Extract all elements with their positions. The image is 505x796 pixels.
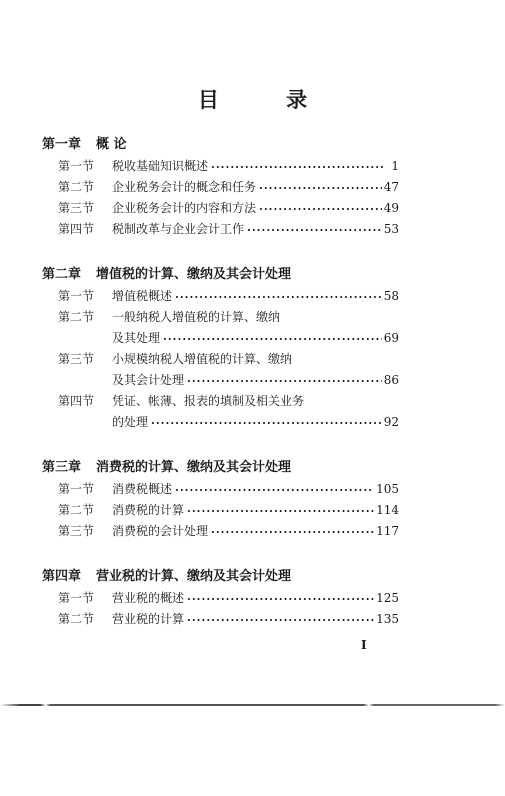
section-page: 86 xyxy=(383,373,399,387)
section-title: 凭证、帐薄、报表的填制及相关业务 xyxy=(112,394,305,408)
section-number: 第四节 xyxy=(58,394,95,408)
section-line-with-page xyxy=(112,219,399,240)
toc-entry xyxy=(0,588,505,609)
chapter-title: 概 论 xyxy=(96,137,127,152)
toc-entry xyxy=(0,349,505,391)
toc-entry xyxy=(0,307,505,349)
section-title: 消费税的会计处理 xyxy=(112,524,209,538)
toc-entry-line xyxy=(0,521,505,542)
section-page: 105 xyxy=(376,482,399,496)
chapter-heading xyxy=(0,134,505,156)
table-of-contents xyxy=(0,134,505,654)
page-number: I xyxy=(361,638,367,652)
toc-entry-line xyxy=(0,177,505,198)
dot-leader xyxy=(259,198,382,219)
toc-entry-line xyxy=(0,286,505,307)
section-line-with-page xyxy=(112,412,399,433)
section-title: 增值税概述 xyxy=(112,289,173,303)
toc-entry xyxy=(0,219,505,240)
dot-leader xyxy=(187,588,374,609)
section-title: 营业税的概述 xyxy=(112,591,185,605)
dot-leader xyxy=(247,219,382,240)
chapter-number: 第一章 xyxy=(42,137,82,152)
section-title: 的处理 xyxy=(112,415,149,429)
chapter-title: 消费税的计算、缴纳及其会计处理 xyxy=(96,460,292,475)
chapter-number: 第四章 xyxy=(42,569,82,584)
section-page: 58 xyxy=(383,289,399,303)
section-title: 及其会计处理 xyxy=(112,373,185,387)
dot-leader xyxy=(187,370,382,391)
toc-entry xyxy=(0,198,505,219)
section-title: 一般纳税人增值税的计算、缴纳 xyxy=(112,310,281,324)
toc-entry-line xyxy=(0,609,505,630)
dot-leader xyxy=(175,286,382,307)
dot-leader xyxy=(211,521,374,542)
section-line-with-page xyxy=(112,286,399,307)
section-line-with-page xyxy=(112,500,399,521)
section-line-with-page xyxy=(112,370,399,391)
section-line-with-page xyxy=(112,198,399,219)
chapter-title: 营业税的计算、缴纳及其会计处理 xyxy=(96,569,292,584)
toc-entry xyxy=(0,500,505,521)
bottom-rule xyxy=(0,704,505,706)
section-number: 第二节 xyxy=(58,612,95,626)
section-title: 企业税务会计的内容和方法 xyxy=(112,201,257,215)
section-number: 第三节 xyxy=(58,524,95,538)
section-page: 1 xyxy=(391,159,399,173)
toc-entry-line xyxy=(0,349,505,370)
section-number: 第二节 xyxy=(58,503,95,517)
section-page: 114 xyxy=(376,503,399,517)
section-number: 第四节 xyxy=(58,222,95,236)
toc-entry xyxy=(0,521,505,542)
section-line-with-page xyxy=(112,328,399,349)
section-line-with-page xyxy=(112,588,399,609)
dot-leader xyxy=(163,328,382,349)
chapter-heading xyxy=(0,264,505,286)
toc-title: 目 录 xyxy=(197,88,338,112)
toc-entry-line xyxy=(0,412,505,433)
toc-entry xyxy=(0,609,505,630)
chapter xyxy=(0,134,505,240)
dot-leader xyxy=(175,479,374,500)
toc-entry-line xyxy=(0,500,505,521)
section-title: 及其处理 xyxy=(112,331,161,345)
section-number: 第一节 xyxy=(58,159,95,173)
toc-entry-line xyxy=(0,198,505,219)
section-line-with-page xyxy=(112,479,399,500)
toc-entry-line xyxy=(0,370,505,391)
section-page: 69 xyxy=(383,331,399,345)
chapter-heading xyxy=(0,457,505,479)
section-page: 47 xyxy=(383,180,399,194)
toc-entry xyxy=(0,156,505,177)
section-title: 消费税的计算 xyxy=(112,503,185,517)
section-page: 117 xyxy=(376,524,399,538)
section-page: 135 xyxy=(376,612,399,626)
chapter xyxy=(0,264,505,433)
toc-entry-line xyxy=(0,588,505,609)
section-number: 第二节 xyxy=(58,180,95,194)
section-page: 49 xyxy=(383,201,399,215)
section-line-with-page xyxy=(112,156,399,177)
chapter-number: 第二章 xyxy=(42,267,82,282)
section-title: 税收基础知识概述 xyxy=(112,159,209,173)
toc-entry-line xyxy=(0,479,505,500)
toc-entry xyxy=(0,286,505,307)
section-title: 消费税概述 xyxy=(112,482,173,496)
section-title: 企业税务会计的概念和任务 xyxy=(112,180,257,194)
section-title: 小规模纳税人增值税的计算、缴纳 xyxy=(112,352,293,366)
toc-entry-line xyxy=(0,391,505,412)
toc-entry-line xyxy=(0,328,505,349)
dot-leader xyxy=(211,156,383,177)
section-number: 第一节 xyxy=(58,482,95,496)
section-page: 92 xyxy=(383,415,399,429)
section-page: 53 xyxy=(383,222,399,236)
section-line-with-page xyxy=(112,177,399,198)
toc-entry xyxy=(0,391,505,433)
dot-leader xyxy=(259,177,382,198)
toc-entry-line xyxy=(0,156,505,177)
section-line-with-page xyxy=(112,609,399,630)
chapter xyxy=(0,457,505,542)
dot-leader xyxy=(187,500,374,521)
section-title: 税制改革与企业会计工作 xyxy=(112,222,245,236)
section-number: 第三节 xyxy=(58,201,95,215)
chapter-heading xyxy=(0,566,505,588)
toc-entry-line xyxy=(0,219,505,240)
toc-entry-line xyxy=(0,307,505,328)
chapter-title: 增值税的计算、缴纳及其会计处理 xyxy=(96,267,292,282)
section-line-with-page xyxy=(112,521,399,542)
section-number: 第一节 xyxy=(58,591,95,605)
dot-leader xyxy=(187,609,374,630)
section-number: 第一节 xyxy=(58,289,95,303)
section-number: 第三节 xyxy=(58,352,95,366)
section-page: 125 xyxy=(376,591,399,605)
section-title: 营业税的计算 xyxy=(112,612,185,626)
toc-entry xyxy=(0,479,505,500)
chapter xyxy=(0,566,505,630)
section-number: 第二节 xyxy=(58,310,95,324)
chapter-number: 第三章 xyxy=(42,460,82,475)
dot-leader xyxy=(151,412,382,433)
toc-entry xyxy=(0,177,505,198)
